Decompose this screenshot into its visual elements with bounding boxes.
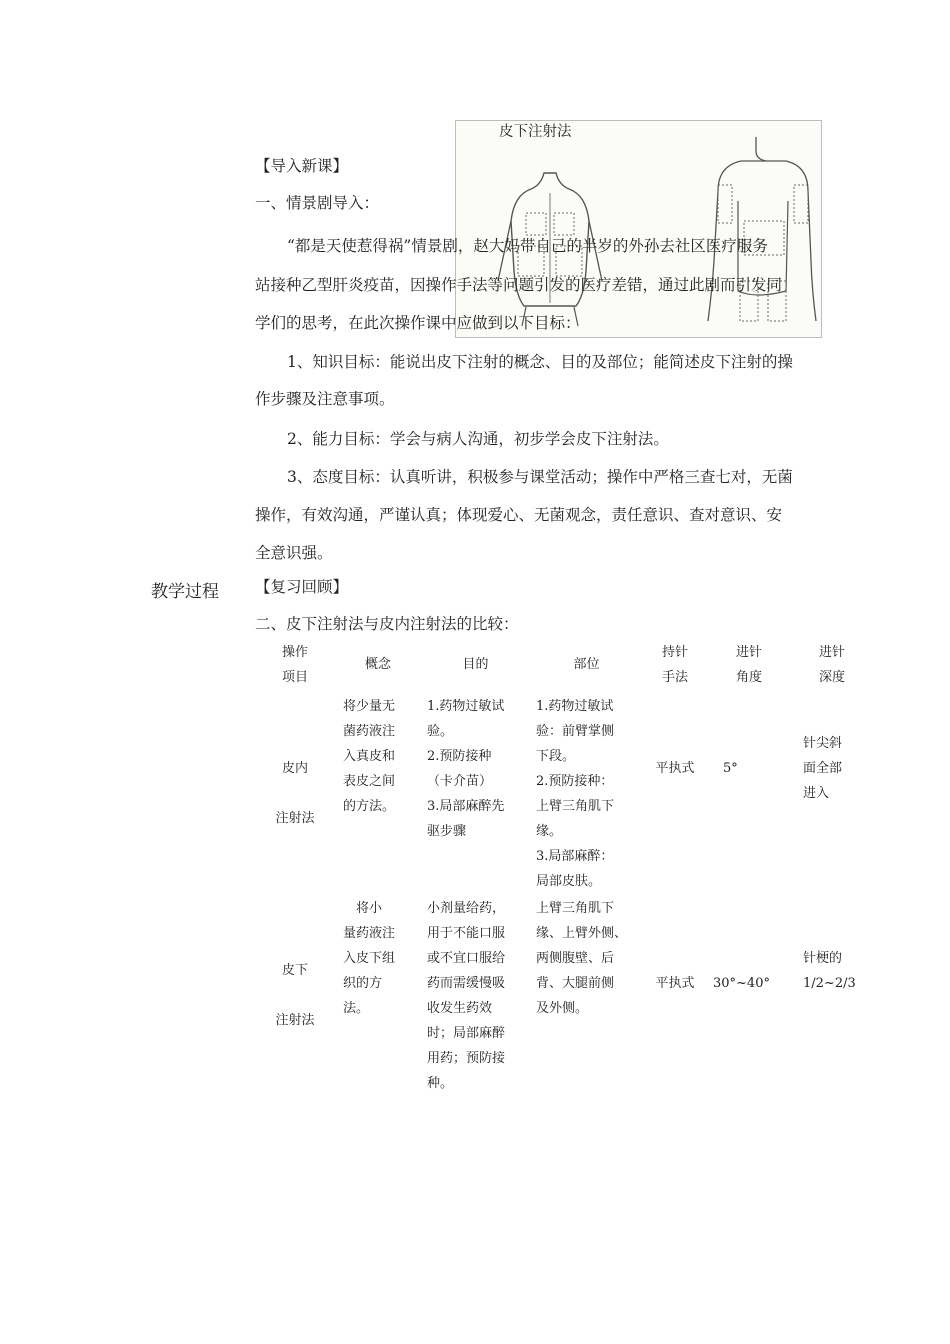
header-grip: 持针 手法 bbox=[661, 645, 688, 685]
goal-attitude-line: 全意识强。 bbox=[255, 544, 333, 562]
goal-ability-line: 2、能力目标：学会与病人沟通，初步学会皮下注射法。 bbox=[287, 430, 669, 448]
comparison-table bbox=[255, 640, 873, 1096]
row-depth: 针尖斜 面全部 进入 bbox=[803, 736, 843, 801]
goal-knowledge-line: 作步骤及注意事项。 bbox=[255, 390, 395, 408]
goal-knowledge-line: 1、知识目标：能说出皮下注射的概念、目的及部位；能简述皮下注射的操 bbox=[287, 353, 793, 371]
table-row bbox=[255, 690, 873, 894]
row-purpose: 1.药物过敏试 验。 2.预防接种 （卡介苗） 3.局部麻醉先 驱步骤 bbox=[427, 699, 505, 839]
intro-line: 站接种乙型肝炎疫苗，因操作手法等问题引发的医疗差错，通过此剧而引发同 bbox=[255, 276, 783, 294]
row-item: 皮内 注射法 bbox=[275, 761, 315, 826]
goal-attitude-line: 操作，有效沟通，严谨认真；体现爱心、无菌观念，责任意识、查对意识、安 bbox=[255, 506, 783, 524]
row-site: 上臂三角肌下 缘、上臂外侧、 两侧腹壁、后 背、大腿前侧 及外侧。 bbox=[536, 901, 628, 1016]
row-site: 1.药物过敏试 验：前臂掌侧 下段。 2.预防接种： 上臂三角肌下 缘。 3.局部麻醉： 局部皮肤。 bbox=[536, 699, 615, 889]
header-concept: 概念 bbox=[364, 657, 391, 672]
comparison-heading: 二、皮下注射法与皮内注射法的比较： bbox=[255, 615, 519, 633]
table-row bbox=[255, 894, 873, 1096]
header-depth: 进针 深度 bbox=[818, 645, 845, 685]
header-site: 部位 bbox=[573, 657, 600, 672]
header-angle: 进针 角度 bbox=[735, 645, 762, 685]
row-angle: 30°~40° bbox=[713, 976, 770, 991]
injection-site-illustration bbox=[456, 121, 821, 337]
row-angle: 5° bbox=[723, 761, 738, 776]
row-concept: 将少量无 菌药液注 入真皮和 表皮之间 的方法。 bbox=[343, 699, 396, 814]
intro-line: 学们的思考，在此次操作课中应做到以下目标： bbox=[255, 314, 581, 332]
goal-attitude-line: 3、态度目标：认真听讲，积极参与课堂活动；操作中严格三查七对，无菌 bbox=[287, 468, 793, 486]
intro-header: 【导入新课】 bbox=[255, 157, 349, 175]
row-grip: 平执式 bbox=[655, 976, 695, 991]
header-purpose: 目的 bbox=[462, 657, 489, 672]
table-header-row bbox=[255, 640, 873, 690]
intro-subheading: 一、情景剧导入： bbox=[255, 194, 380, 212]
injection-site-figure bbox=[455, 120, 822, 338]
row-concept: 将小 量药液注 入皮下组 织的方 法。 bbox=[343, 901, 396, 1016]
intro-line: “都是天使惹得祸”情景剧，赵大妈带自己的半岁的外孙去社区医疗服务 bbox=[287, 237, 768, 255]
header-item: 操作 项目 bbox=[281, 645, 308, 685]
row-item: 皮下 注射法 bbox=[275, 963, 315, 1028]
row-grip: 平执式 bbox=[655, 761, 695, 776]
row-purpose: 小剂量给药， 用于不能口服 或不宜口服给 药而需缓慢吸 收发生药效 时；局部麻醉 用药；预防接 种。 bbox=[427, 901, 506, 1091]
row-depth: 针梗的 1/2~2/3 bbox=[803, 951, 856, 991]
review-header: 【复习回顾】 bbox=[255, 578, 349, 596]
figure-caption: 皮下注射法 bbox=[499, 124, 572, 140]
teaching-process-label: 教学过程 bbox=[151, 582, 219, 602]
